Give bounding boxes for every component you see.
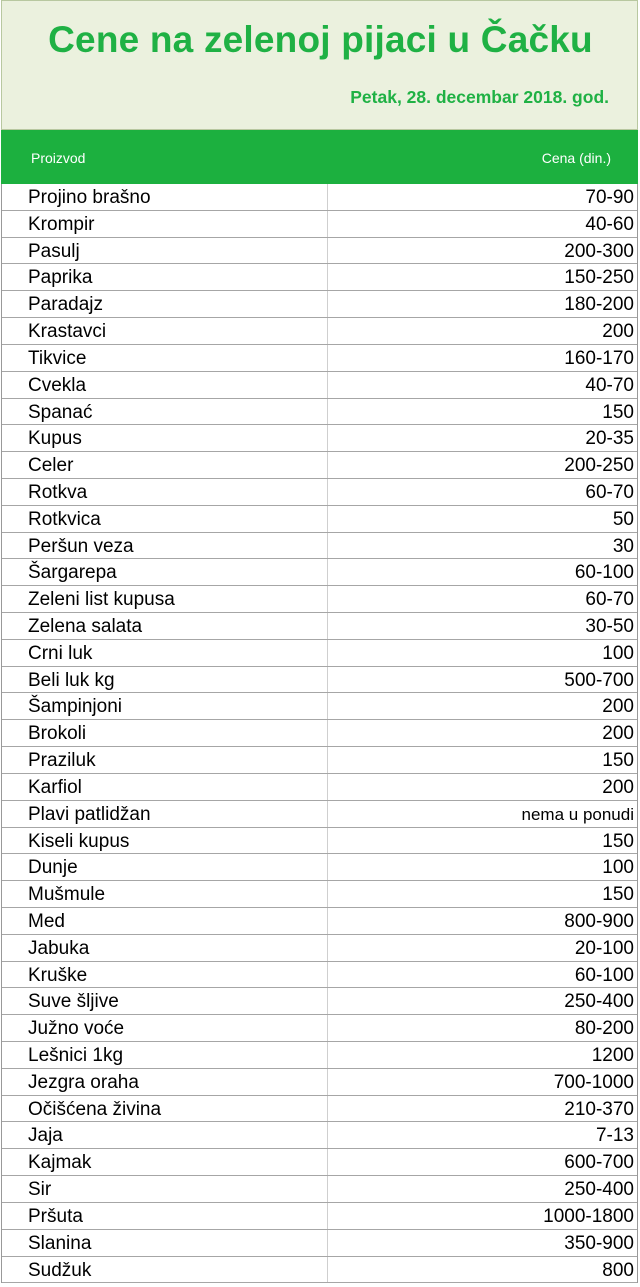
price-cell: 30: [612, 535, 634, 557]
price-cell: 200: [602, 321, 634, 343]
table-row: [2, 962, 637, 989]
product-name-cell: Pršuta: [2, 1203, 328, 1229]
product-name-cell: Zeleni list kupusa: [2, 586, 328, 612]
table-row: [2, 774, 637, 801]
product-name-cell: Jaja: [2, 1122, 328, 1148]
table-row: [2, 345, 637, 372]
table-row: [2, 720, 637, 747]
table-row: [2, 988, 637, 1015]
product-name-cell: Kupus: [2, 425, 328, 451]
price-cell: 60-100: [574, 964, 634, 986]
table-row: [2, 211, 637, 238]
product-name-cell: Karfiol: [2, 774, 328, 800]
product-name-cell: Cvekla: [2, 372, 328, 398]
price-cell: 1000-1800: [543, 1205, 634, 1227]
price-cell: 200: [602, 723, 634, 745]
product-name-cell: Projino brašno: [2, 184, 328, 210]
price-cell: 40-60: [585, 213, 634, 235]
price-cell: 150-250: [564, 267, 634, 289]
table-row: [2, 801, 637, 828]
table-row: [2, 264, 637, 291]
product-name-cell: Spanać: [2, 399, 328, 425]
product-name-cell: Paprika: [2, 264, 328, 290]
price-cell: 350-900: [564, 1232, 634, 1254]
table-row: [2, 667, 637, 694]
product-name-cell: Sudžuk: [2, 1257, 328, 1283]
product-name-cell: Jabuka: [2, 935, 328, 961]
product-name-cell: Južno voće: [2, 1015, 328, 1041]
price-cell: 60-70: [585, 589, 634, 611]
title-banner: [1, 0, 638, 130]
price-cell: 200-250: [564, 455, 634, 477]
price-cell: 250-400: [564, 991, 634, 1013]
column-header-product: Proizvod: [31, 150, 86, 166]
table-row: [2, 693, 637, 720]
table-row: [2, 881, 637, 908]
product-name-cell: Pasulj: [2, 238, 328, 264]
price-cell: 80-200: [574, 1018, 634, 1040]
page-title: Cene na zelenoj pijaci u Čačku: [48, 19, 593, 60]
table-row: [2, 399, 637, 426]
table-row: [2, 1257, 637, 1284]
price-cell: 250-400: [564, 1179, 634, 1201]
table-row: [2, 1096, 637, 1123]
price-cell: 600-700: [564, 1152, 634, 1174]
table-row: [2, 184, 637, 211]
product-name-cell: Mušmule: [2, 881, 328, 907]
table-row: [2, 935, 637, 962]
product-name-cell: Jezgra oraha: [2, 1069, 328, 1095]
product-name-cell: Dunje: [2, 854, 328, 880]
product-name-cell: Med: [2, 908, 328, 934]
price-cell: 500-700: [564, 669, 634, 691]
product-name-cell: Šampinjoni: [2, 693, 328, 719]
table-row: [2, 425, 637, 452]
product-name-cell: Brokoli: [2, 720, 328, 746]
price-cell: 200: [602, 696, 634, 718]
table-row: [2, 828, 637, 855]
table-row: [2, 586, 637, 613]
price-cell: 70-90: [585, 187, 634, 208]
price-cell: 210-370: [564, 1098, 634, 1120]
table-row: [2, 640, 637, 667]
product-name-cell: Očišćena živina: [2, 1096, 328, 1122]
price-cell: 800-900: [564, 910, 634, 932]
price-cell: 50: [612, 508, 634, 530]
price-cell: 60-70: [585, 481, 634, 503]
price-cell: 1200: [591, 1045, 634, 1066]
product-name-cell: Rotkvica: [2, 506, 328, 532]
product-name-cell: Krompir: [2, 211, 328, 237]
table-row: [2, 1042, 637, 1069]
table-row: [2, 238, 637, 265]
column-header-price: Cena (din.): [541, 150, 611, 166]
price-cell: 60-100: [574, 562, 634, 584]
price-cell: 700-1000: [553, 1071, 634, 1093]
price-cell: nema u ponudi: [521, 804, 634, 824]
table-row: [2, 1176, 637, 1203]
table-row: [2, 1015, 637, 1042]
table-row: [2, 1230, 637, 1257]
price-cell: 180-200: [564, 294, 634, 316]
price-cell: 150: [602, 401, 634, 423]
product-name-cell: Paradajz: [2, 291, 328, 317]
table-row: [2, 318, 637, 345]
product-name-cell: Šargarepa: [2, 559, 328, 585]
price-cell: 30-50: [585, 616, 634, 637]
product-name-cell: Kajmak: [2, 1149, 328, 1175]
product-name-cell: Peršun veza: [2, 533, 328, 559]
table-row: [2, 854, 637, 881]
product-name-cell: Kruške: [2, 962, 328, 988]
price-cell: 160-170: [564, 347, 634, 369]
price-cell: 20-100: [574, 937, 634, 959]
product-name-cell: Rotkva: [2, 479, 328, 505]
product-name-cell: Sir: [2, 1176, 328, 1202]
table-row: [2, 908, 637, 935]
table-row: [2, 479, 637, 506]
table-row: [2, 1122, 637, 1149]
product-name-cell: Crni luk: [2, 640, 328, 666]
product-name-cell: Suve šljive: [2, 988, 328, 1014]
table-row: [2, 1069, 637, 1096]
price-cell: 150: [602, 830, 634, 852]
product-name-cell: Praziluk: [2, 747, 328, 773]
table-row: [2, 506, 637, 533]
product-name-cell: Tikvice: [2, 345, 328, 371]
table-row: [2, 533, 637, 560]
price-cell: 200-300: [564, 240, 634, 262]
price-cell: 40-70: [585, 374, 634, 396]
price-cell: 150: [602, 750, 634, 772]
product-name-cell: Krastavci: [2, 318, 328, 344]
price-cell: 100: [602, 642, 634, 664]
price-cell: 7-13: [595, 1125, 634, 1147]
table-row: [2, 747, 637, 774]
price-cell: 200: [602, 776, 634, 798]
product-name-cell: Beli luk kg: [2, 667, 328, 693]
date-label: Petak, 28. decembar 2018. god.: [350, 87, 609, 107]
price-cell: 800: [602, 1259, 634, 1281]
product-name-cell: Plavi patlidžan: [2, 801, 328, 827]
table-row: [2, 291, 637, 318]
table-row: [2, 1149, 637, 1176]
table-row: [2, 559, 637, 586]
table-header: [1, 130, 638, 184]
price-cell: 20-35: [585, 428, 634, 450]
product-name-cell: Celer: [2, 452, 328, 478]
table-row: [2, 613, 637, 640]
product-name-cell: Kiseli kupus: [2, 828, 328, 854]
product-name-cell: Lešnici 1kg: [2, 1042, 328, 1068]
price-cell: 100: [602, 857, 634, 879]
table-row: [2, 452, 637, 479]
price-table: [1, 184, 638, 1283]
product-name-cell: Zelena salata: [2, 613, 328, 639]
price-cell: 150: [602, 884, 634, 906]
table-row: [2, 1203, 637, 1230]
product-name-cell: Slanina: [2, 1230, 328, 1256]
table-row: [2, 372, 637, 399]
